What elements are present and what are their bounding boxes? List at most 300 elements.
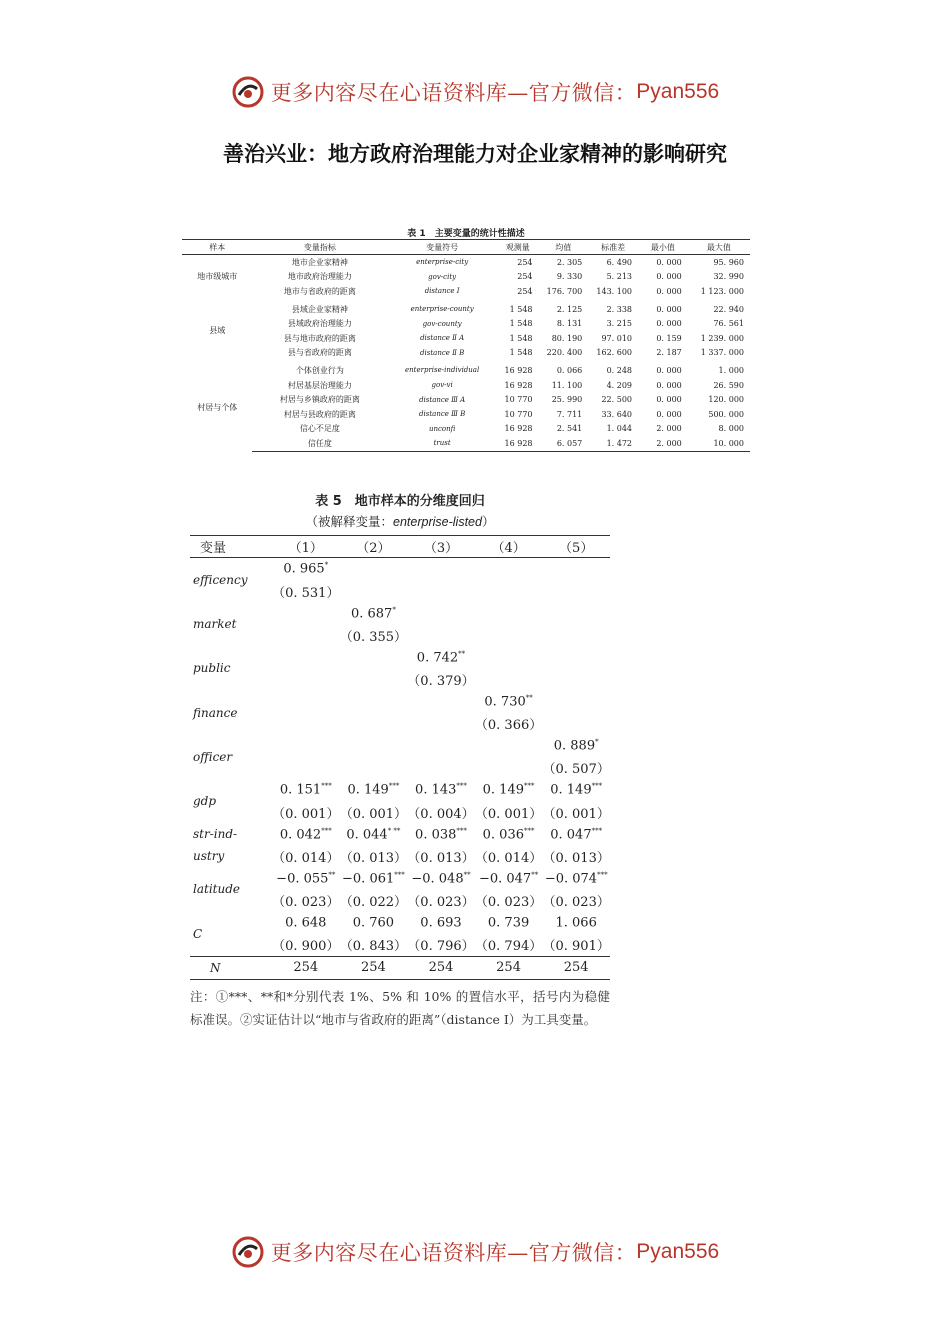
table5-coef-row [190,691,610,713]
table5-variable-label: officer [193,749,233,764]
table5-coef-cell [542,691,610,713]
table5-header: （1） [272,536,340,558]
table1-header-row [182,240,750,255]
table5-coef-cell [340,691,408,713]
table5-coef-cell [340,646,408,668]
table1-cell: 县域政府治理能力 [287,319,352,329]
table5-dependent-variable: enterprise-listed [393,515,482,529]
table1-cell: 1 548 [509,319,533,329]
table5-coef: 1. 066 [555,915,597,931]
table5-se-cell [542,624,610,646]
table1-cell: gov-vi [431,381,453,390]
table1-cell: 1. 044 [606,424,633,434]
table1-cell: 2. 541 [556,424,583,434]
table5-se-cell [340,713,408,735]
table5-n-cell: 254 [340,956,408,979]
table1-cell: 2. 125 [556,304,583,314]
table1-row [182,270,750,285]
table1-row [182,316,750,331]
table5-se-cell [542,580,610,602]
table5-body [190,558,610,980]
table5-coef-cell [542,558,610,581]
table5-se-cell: （0. 013） [542,850,610,866]
table5-se-cell: （0. 023） [474,894,543,910]
table5-caption: 表 5 地市样本的分维度回归 [315,494,485,509]
table5-se-cell: （0. 014） [272,850,340,866]
table5-coef-cell [475,823,543,845]
table5-coef: 0. 742 [416,650,459,666]
table5-coef-cell [272,735,340,757]
table5-header: （3） [407,536,475,558]
table5-coef-cell [475,691,543,713]
table1-body [182,255,750,452]
table1-cell: 16 928 [497,436,538,451]
table5-variable-label: ustry [193,849,225,864]
table5-coef: 0. 036 [482,826,524,842]
table1-cell: 97. 010 [601,333,633,343]
table5-coef-cell [407,602,475,624]
table1-header: 最大值 [688,240,750,255]
table5-se-cell: （0. 014） [474,850,543,866]
table5-se-cell [542,668,610,690]
table5-subcaption-prefix: （被解释变量： [305,514,394,529]
logo-icon [231,1235,265,1269]
table5-note: 注：①***、**和*分别代表 1%、5% 和 10% 的置信水平，括号内为稳健标准误。②实证估计以“地市与省政府的距离”（distance Ⅰ）为工具变量。 [190,989,610,1027]
table5-se-cell [407,713,475,735]
table1-cell: 8. 000 [718,424,744,434]
table5-coef-cell [475,912,543,934]
table1-cell: gov-county [422,319,462,328]
table5-coef-cell [475,646,543,668]
table5-coef-cell [340,823,408,845]
table5-se-cell [475,668,543,690]
table1-cell: 1 548 [509,333,533,343]
table5-stars: ** [531,870,539,879]
table1-row [182,255,750,270]
table5-coef-cell [407,735,475,757]
table1-row [182,392,750,407]
table5-se-cell [272,757,340,779]
table1-cell: 16 928 [504,380,533,390]
table1-cell: 个体创业行为 [295,365,344,375]
table1-cell: 1 548 [509,348,533,358]
table5-se-cell [340,757,408,779]
table1-cell: 1 239. 000 [700,333,744,343]
table1-cell: 4. 209 [606,380,633,390]
table1-header: 标准差 [588,240,638,255]
table1-cell: 220. 400 [546,348,583,358]
table5-stars: *** [597,870,608,879]
table1-cell: 信心不足度 [299,424,340,434]
table1-cell: 7. 711 [556,409,583,419]
table5-coef: 0. 151 [279,782,322,798]
table5-variable-label: efficency [193,573,248,588]
table5-coef-cell [272,867,340,889]
table1-cell: 1. 000 [718,365,744,375]
table1-cell: 0. 000 [656,257,682,267]
table1-cell: 10. 000 [688,436,750,451]
table5-coef-cell [542,912,610,934]
table5-coef-row [190,735,610,757]
table5-coef-cell [340,602,408,624]
table1-cell: 6. 057 [539,436,589,451]
table5-coef-cell [475,867,543,889]
table5-coef: −0. 055 [276,871,329,887]
table1-header: 变量指标 [252,240,387,255]
table5-coef-row [190,602,610,624]
table5-stars: * ** [387,826,401,835]
table1-cell: 80. 190 [551,333,583,343]
table5-se-cell: （0. 796） [407,939,475,955]
table5-grid [190,535,610,980]
table5-coef-cell [407,779,475,801]
table5-coef-row [190,867,610,889]
table1-cell: 11. 100 [551,380,583,390]
table5-stars: * [392,605,396,614]
table5-variable-label: latitude [193,882,240,897]
table1-cell: 0. 159 [656,333,682,343]
table1-cell: 2. 000 [656,424,682,434]
table5-se-cell: （0. 001） [339,806,408,822]
table1-cell: 95. 960 [713,257,744,267]
table1-cell: 22. 940 [713,304,744,314]
table5-coef: 0. 149 [482,782,524,798]
table1-cell: 8. 131 [556,319,583,329]
table1-cell: 6. 490 [606,257,633,267]
table5-variable-label: str-ind- [193,827,238,842]
table1-cell: 县域企业家精神 [291,304,348,314]
table5-stars: *** [394,870,405,879]
table5-se-cell: （0. 843） [339,939,408,955]
table1-cell: 254 [517,257,533,267]
table5-stars: *** [524,826,535,835]
table5-se-cell [407,580,475,602]
page-title: 善治兴业：地方政府治理能力对企业家精神的影响研究 [223,142,727,166]
table1-cell: 22. 500 [601,395,633,405]
table1-cell: 地市企业家精神 [291,257,348,267]
table1-cell: 254 [517,272,533,282]
table1-cell: distance Ⅰ [424,287,460,296]
table5-n-cell: 254 [475,956,543,979]
table5-subcaption [190,512,610,530]
banner-wechat-id: Pyan556 [636,1240,720,1263]
table1-cell: 1 337. 000 [700,348,744,358]
table5-se-cell [407,757,475,779]
table1-row [182,378,750,393]
table5-coef-cell [272,558,340,581]
table5-se-cell: （0. 507） [542,762,610,778]
table5-stars: * [595,738,599,747]
table1-cell: 信任度 [252,436,387,451]
table1-cell: 76. 561 [713,319,744,329]
table1-cell: 0. 000 [656,365,682,375]
table1-cell: 1. 472 [588,436,638,451]
table5-coef-cell [272,779,340,801]
table5-se-cell: （0. 022） [339,894,408,910]
table1-cell: unconfi [428,424,456,433]
bottom-banner [0,1232,950,1272]
table1-row [182,436,750,451]
table1-cell: 县与地市政府的距离 [283,333,356,343]
table1-row [182,284,750,299]
table5-se-cell: （0. 001） [474,806,543,822]
table1-cell: 25. 990 [551,395,583,405]
table1-cell: trust [387,436,497,451]
table5-coef-cell [340,867,408,889]
table5-coef: 0. 042 [279,826,322,842]
table1-grid [182,239,750,452]
table5-coef-cell [340,735,408,757]
table5-coef: −0. 074 [544,871,598,887]
table5-se-cell: （0. 531） [272,585,340,601]
table1-cell: 地市政府治理能力 [287,272,352,282]
table5-se-cell: （0. 013） [339,850,408,866]
table1-sample-cell: 地市级城市 [197,272,238,282]
table5-coef-cell [475,779,543,801]
table1-row [182,299,750,317]
table5-coef: 0. 047 [550,826,592,842]
table5-coef-cell [340,558,408,581]
table5-coef: 0. 693 [420,915,462,931]
table1-cell: 地市与省政府的距离 [283,286,356,296]
table5-header-row [190,536,610,558]
table5-stars: *** [321,782,332,791]
table5-coef: 0. 143 [415,782,457,798]
table5-coef: 0. 730 [484,694,526,710]
table1-cell: 村居与乡镇政府的距离 [279,395,360,405]
table5-coef: 0. 648 [285,915,327,931]
table5-coef-row [190,912,610,934]
table1-cell: enterprise-county [410,305,474,314]
table1-header: 均值 [539,240,589,255]
table1-caption: 表 1 主要变量的统计性描述 [407,229,525,239]
table5-se-cell [272,713,340,735]
table5-stars: *** [591,826,603,835]
table1-cell: 县与省政府的距离 [287,348,352,358]
table1-cell: enterprise-individual [405,366,480,375]
table1-cell: 0. 000 [656,395,682,405]
table5-coef-cell [407,912,475,934]
table1-header: 最小值 [638,240,688,255]
table1-cell: 1 123. 000 [700,286,744,296]
table1-cell: 254 [517,286,533,296]
table5-se-cell: （0. 379） [407,674,475,690]
table1-header: 变量符号 [387,240,497,255]
table5-se-cell [340,668,408,690]
table5-se-cell [272,624,340,646]
table1-cell: 0. 000 [656,286,682,296]
table1-cell: 0. 000 [656,409,682,419]
table5-coef: 0. 149 [347,782,389,798]
table5-header: （5） [542,536,610,558]
table5-se-cell: （0. 355） [339,629,408,645]
table5-coef: 0. 149 [550,782,592,798]
table1-cell: enterprise-city [416,258,469,267]
table5-variable-label: N [190,956,272,979]
table5-se-cell: （0. 023） [407,894,475,910]
table5-header: （4） [475,536,543,558]
table5-coef-cell [340,779,408,801]
table1-header: 观测量 [497,240,538,255]
table5-variable-label: market [193,617,237,632]
table5-se-cell [475,757,543,779]
table5-stars: *** [524,782,535,791]
table5-se-cell: （0. 366） [474,718,543,734]
table5-stars: *** [321,826,332,835]
table5-coef: 0. 889 [553,738,596,754]
table5-variable-label: C [193,926,203,941]
table5-coef-row [190,558,610,581]
table5-coef-row [190,823,610,845]
table5-se-cell: （0. 023） [542,894,610,910]
table1-row [182,360,750,378]
table1-cell: 10 770 [504,409,533,419]
table5-se-cell [542,713,610,735]
table5-coef-cell [407,691,475,713]
banner-text: 更多内容尽在心语资料库—官方微信： [270,81,637,105]
table5-header: 变量 [190,536,272,558]
table1-cell: 2. 338 [606,304,633,314]
table5-se-cell: （0. 001） [542,806,610,822]
table5-se-cell [475,580,543,602]
table1-sample-cell: 村居与个体 [197,402,238,412]
table5-coef: 0. 760 [352,915,395,931]
table1-cell: 162. 600 [596,348,633,358]
table5-stars: *** [456,826,467,835]
table5-subcaption-suffix: ） [481,514,495,529]
table5-se-cell: （0. 794） [474,939,543,955]
table5-coef-cell [542,602,610,624]
table5-coef-cell [475,558,543,581]
table1-cell: 176. 700 [546,286,583,296]
table1-row [182,422,750,437]
table1-cell: 0. 000 [656,272,682,282]
table5-coef-cell [340,912,408,934]
table1-cell: 0. 066 [556,365,583,375]
logo-icon [231,75,265,109]
table5-stars: *** [456,782,467,791]
top-banner [0,72,950,112]
table5-coef-cell [542,823,610,845]
table5-se-cell: （0. 001） [272,806,340,822]
table5-n-cell: 254 [542,956,610,979]
table5-coef-cell [475,735,543,757]
table5-n-cell: 254 [272,956,340,979]
table5-se-row [190,845,610,867]
table1-cell: 1 548 [509,304,533,314]
table1-cell: 0. 248 [606,365,633,375]
table1-cell: 0. 000 [656,304,682,314]
table1-row [182,407,750,422]
table5-coef: 0. 965 [283,561,325,577]
table5-coef-cell [407,867,475,889]
table5-stars: ** [463,870,471,879]
table5-coef: −0. 048 [411,871,464,887]
table5-coef: 0. 038 [415,826,457,842]
table1-cell: 3. 215 [606,319,633,329]
table5-variable-label: gdp [193,794,217,809]
table5-coef-cell [407,823,475,845]
table1-cell: 10 770 [504,395,533,405]
table1-cell: distance Ⅱ B [420,348,465,357]
table5-coef-cell [272,823,340,845]
table5-se-cell: （0. 013） [407,850,475,866]
table5-variable-label: public [193,661,231,676]
table5-se-cell [340,580,408,602]
table5-coef-cell [475,602,543,624]
table5-coef-cell [272,646,340,668]
table5-header: （2） [340,536,408,558]
table5-stars: ** [458,649,466,658]
table5-stars: *** [591,782,603,791]
table5-coef-cell [542,867,610,889]
table1-cell: 16 928 [504,424,533,434]
table5-coef: −0. 061 [342,871,395,887]
table1-cell: gov-city [428,272,457,281]
table5-coef-cell [407,646,475,668]
table5-stars: * [324,561,329,570]
table5-coef-cell [272,602,340,624]
table5-coef: 0. 044 [346,826,388,842]
banner-wechat-id: Pyan556 [636,80,720,103]
table1-cell: 0. 000 [656,319,682,329]
table1-sample-cell: 县域 [209,326,226,336]
table1-row [182,346,750,361]
table5-se-cell: （0. 004） [407,806,475,822]
table1-cell: 26. 590 [713,380,744,390]
banner-text: 更多内容尽在心语资料库—官方微信： [270,1241,637,1265]
table1-cell: 143. 100 [596,286,633,296]
table5-stars: ** [525,693,533,702]
table5-se-cell: （0. 023） [272,894,340,910]
table1-cell: distance Ⅲ B [419,410,466,419]
table5-n-cell: 254 [407,956,475,979]
table5-se-cell: （0. 901） [542,939,610,955]
table5-se-cell [407,624,475,646]
table5-coef-cell [542,779,610,801]
table1-cell: 16 928 [504,365,533,375]
table1-cell: 2. 000 [638,436,688,451]
table5-se-cell [272,668,340,690]
table5-coef-row [190,646,610,668]
table1-cell: distance Ⅱ A [420,334,465,343]
table5-coef: 0. 687 [350,605,393,621]
table5-coef: 0. 739 [487,915,530,931]
table5-variable-label: finance [193,705,238,720]
table1 [182,226,750,452]
table5-coef-cell [407,558,475,581]
table5-n-row [190,956,610,979]
table1-cell: 2. 305 [556,257,583,267]
table1-cell: 村居基层治理能力 [287,380,352,390]
table5-se-cell: （0. 900） [272,939,340,955]
table1-cell: 村居与县政府的距离 [283,409,356,419]
table1-cell: 500. 000 [708,409,744,419]
table5-coef-row [190,779,610,801]
table5-stars: *** [388,782,400,791]
table1-cell: 32. 990 [713,272,744,282]
table1-cell: 33. 640 [601,409,633,419]
table5-se-cell [475,624,543,646]
table5-coef-cell [272,691,340,713]
table1-cell: 120. 000 [708,395,744,405]
table5-coef-cell [542,735,610,757]
table1-header: 样本 [182,240,252,255]
table5-coef-cell [272,912,340,934]
table1-cell: 0. 000 [656,380,682,390]
table1-cell: 5. 213 [606,272,633,282]
table1-cell: 9. 330 [556,272,583,282]
